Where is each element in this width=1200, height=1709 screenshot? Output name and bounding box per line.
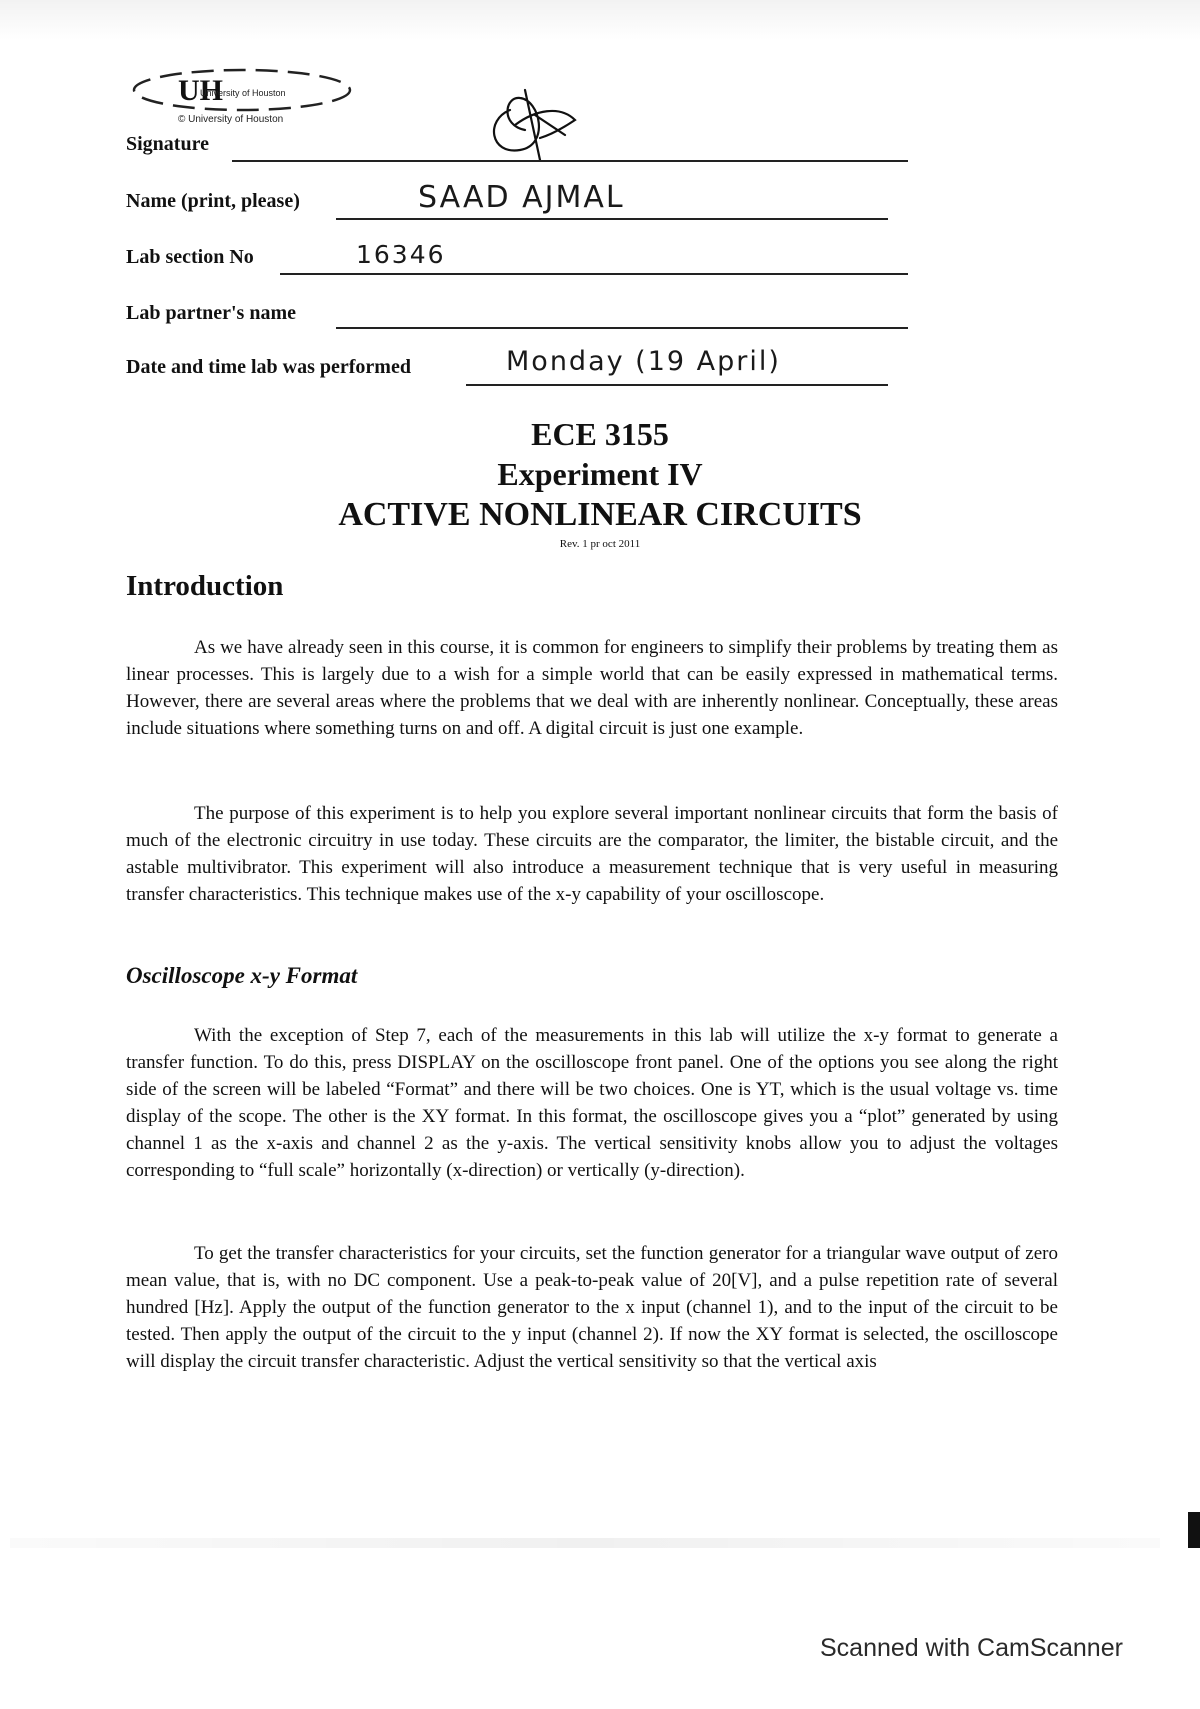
lab-section-line bbox=[280, 273, 908, 275]
date-time-label: Date and time lab was performed bbox=[126, 356, 411, 378]
oscilloscope-paragraph-1: With the exception of Step 7, each of the measurements in this lab will utilize the x-y format to generate a transfer function. To do this, press DISPLAY on the oscilloscope front panel. One of the options you see along the right side of the screen will be labeled “Format” and there will be two choices. One is YT, which is the usual voltage vs. time display of the scope. The other is the XY format. In this format, the oscilloscope gives you a “plot” generated by using channel 1 as the x-axis and channel 2 as the y-axis. The vertical sensitivity knobs allow you to adjust the voltages corresponding to “full scale” horizontally (x-direction) or vertically (y-direction). bbox=[126, 1025, 1058, 1181]
lab-section-label: Lab section No bbox=[126, 246, 254, 268]
camscanner-watermark: Scanned with CamScanner bbox=[820, 1634, 1123, 1662]
date-time-value: Monday (19 April) bbox=[506, 346, 781, 377]
scan-edge-shadow bbox=[10, 1538, 1160, 1548]
svg-text:UH: UH bbox=[178, 74, 223, 107]
handwritten-signature bbox=[480, 80, 590, 170]
name-value: SAAD AJMAL bbox=[418, 180, 625, 215]
lab-section-value: 16346 bbox=[356, 240, 446, 269]
lab-partner-line bbox=[336, 327, 908, 329]
experiment-title: ACTIVE NONLINEAR CIRCUITS bbox=[338, 496, 862, 533]
logo-wordmark: University of Houston bbox=[200, 88, 286, 98]
revision-note: Rev. 1 pr oct 2011 bbox=[559, 538, 641, 550]
experiment-number: Experiment IV bbox=[497, 456, 703, 492]
intro-paragraph-2: The purpose of this experiment is to help you explore several important nonlinear circuits that form the basis of much of the electronic circuitry in use today. These circuits are the comparator, the limiter, the bistable circuit, and the astable multivibrator. This experiment will also introduce a measurement technique that is very useful in measuring transfer characteristics. This technique makes use of the x-y capability of your oscilloscope. bbox=[126, 803, 1058, 905]
logo-copyright: © University of Houston bbox=[178, 114, 284, 125]
name-line bbox=[336, 218, 888, 220]
intro-paragraph-1: As we have already seen in this course, it is common for engineers to simplify their problems by treating them as linear processes. This is largely due to a wish for a simple world that can be easily expressed in mathematical terms. However, there are several areas where the problems that we deal with are inherently nonlinear. Conceptually, these areas include situations where something turns on and off. A digital circuit is just one example. bbox=[126, 637, 1058, 739]
name-label: Name (print, please) bbox=[126, 190, 300, 212]
date-time-line bbox=[466, 384, 888, 386]
course-number: ECE 3155 bbox=[531, 416, 669, 452]
oscilloscope-paragraph-2: To get the transfer characteristics for your circuits, set the function generator for a triangular wave output of zero mean value, that is, with no DC component. Use a peak-to-peak value of 20[V], and a pulse repetition rate of several hundred [Hz]. Apply the output of the function generator to the x input (channel 1), and to the input of the circuit to be tested. Then apply the output of the circuit to the y input (channel 2). If now the XY format is selected, the oscilloscope will display the circuit transfer characteristic. Adjust the vertical sensitivity so that the vertical axis bbox=[126, 1243, 1058, 1372]
university-logo bbox=[130, 66, 360, 124]
oscilloscope-heading: Oscilloscope x-y Format bbox=[126, 963, 358, 988]
lab-partner-label: Lab partner's name bbox=[126, 302, 296, 324]
signature-line bbox=[232, 160, 908, 162]
scan-shadow-top bbox=[0, 0, 1200, 40]
introduction-heading: Introduction bbox=[126, 570, 284, 602]
signature-label: Signature bbox=[126, 133, 209, 155]
scan-edge-mark bbox=[1188, 1512, 1200, 1548]
